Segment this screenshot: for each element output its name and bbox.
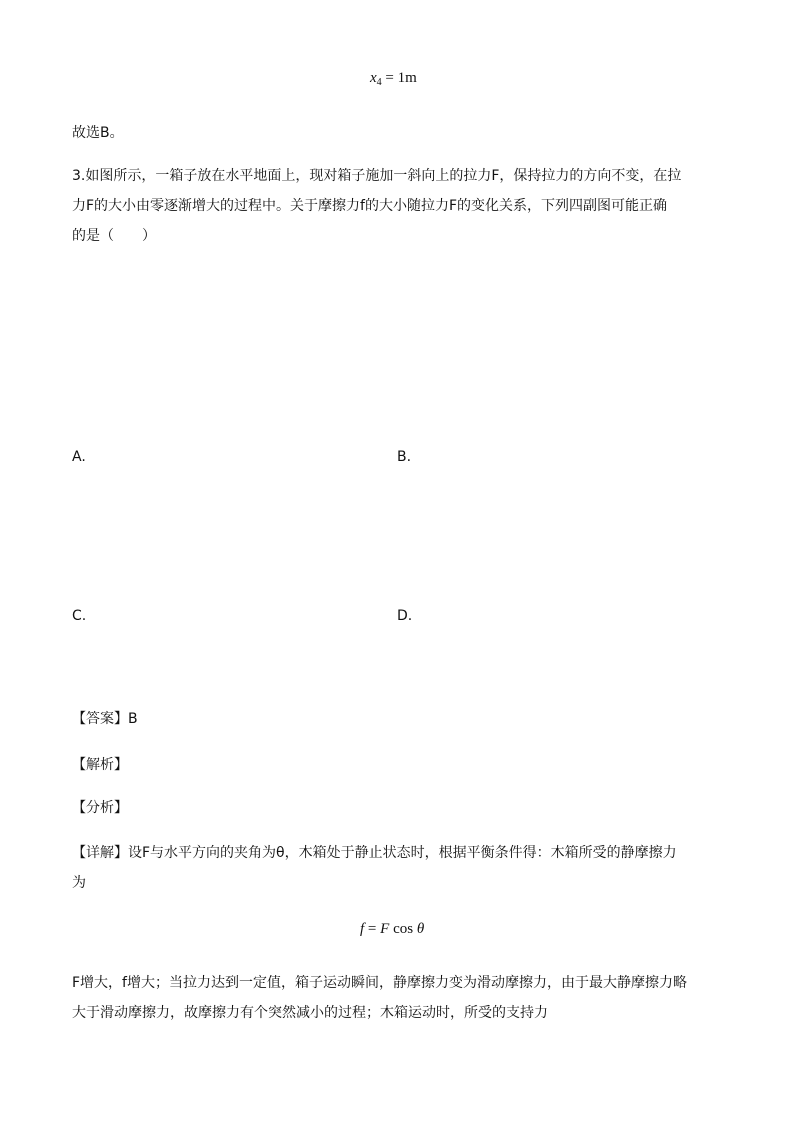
option-d-label: D. (397, 608, 413, 624)
question-line-3: 的是（ ） (72, 228, 156, 244)
formula-x4 (370, 70, 417, 88)
formula-var: x (370, 70, 377, 86)
prev-conclusion: 故选B。 (72, 125, 124, 141)
answer: 【答案】B (72, 711, 138, 727)
detail-line-2: 为 (72, 875, 86, 891)
conclusion-text (72, 968, 722, 1028)
conclusion-line-2: 大于滑动摩擦力，故摩擦力有个突然减小的过程；木箱运动时，所受的支持力 (72, 1005, 548, 1021)
fenxi-label: 【分析】 (72, 800, 128, 816)
formula-eq: = (364, 921, 381, 937)
question-text (72, 161, 722, 251)
formula-cos: cos (389, 921, 414, 937)
detail-text (72, 838, 722, 898)
option-c-label: C. (72, 608, 87, 624)
formula-rhs-F: F (380, 921, 390, 937)
option-b-label: B. (397, 449, 412, 465)
formula-value: 1m (397, 70, 417, 86)
option-a-label: A. (72, 449, 86, 465)
question-line-2: 力F的大小由零逐渐增大的过程中。关于摩擦力f的大小随拉力F的变化关系，下列四副图可能正确 (72, 198, 668, 214)
question-line-1: 3.如图所示，一箱子放在水平地面上，现对箱子施加一斜向上的拉力F，保持拉力的方向不变，在拉 (72, 168, 682, 184)
formula-lhs: f (360, 921, 365, 937)
formula-eq: = (381, 70, 398, 86)
formula-sub: 4 (376, 77, 382, 88)
formula-friction (360, 921, 424, 938)
analysis-label: 【解析】 (72, 757, 128, 773)
detail-line-1: 【详解】设F与水平方向的夹角为θ，木箱处于静止状态时，根据平衡条件得：木箱所受的静摩擦力 (72, 845, 677, 861)
formula-theta: θ (416, 921, 425, 937)
conclusion-line-1: F增大，f增大；当拉力达到一定值，箱子运动瞬间，静摩擦力变为滑动摩擦力，由于最大静摩擦力略 (72, 975, 687, 991)
